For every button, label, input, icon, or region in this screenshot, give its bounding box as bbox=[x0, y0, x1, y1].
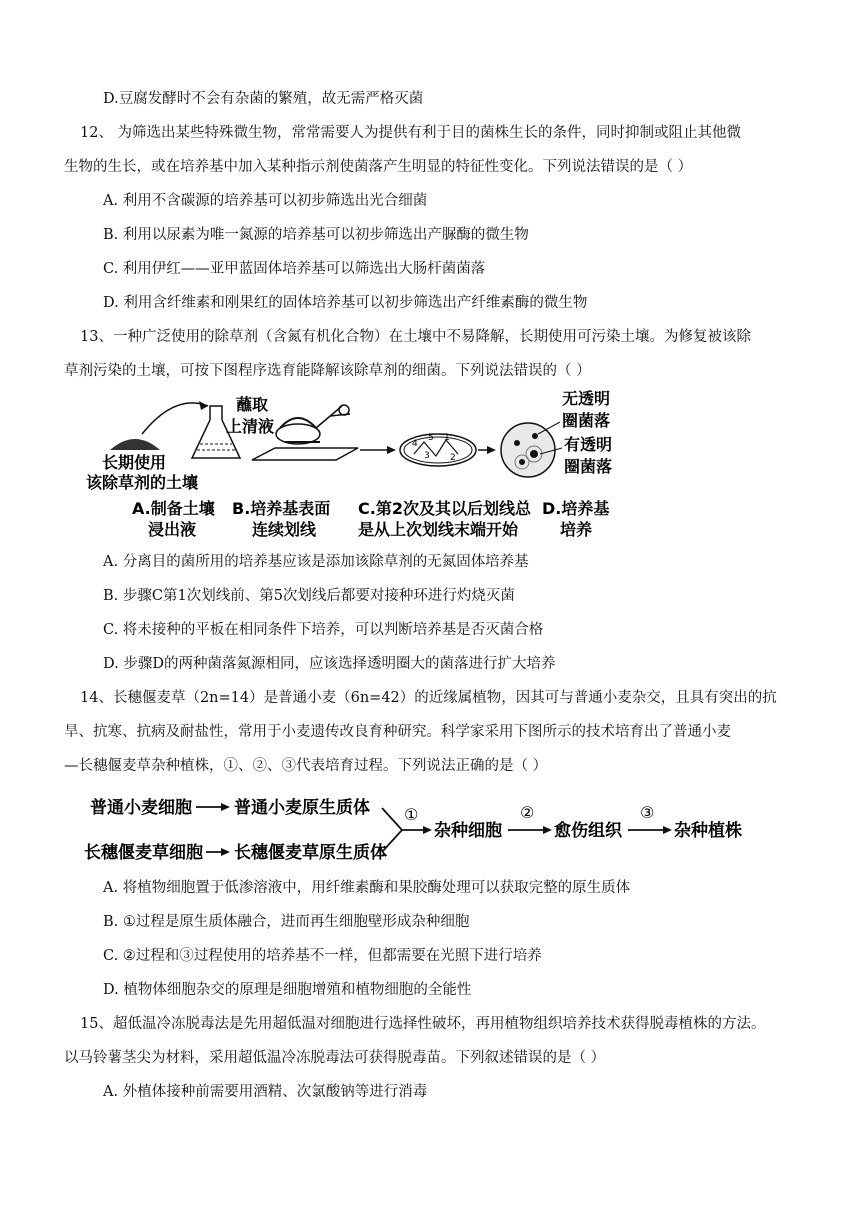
q12-option-d: D. 利用含纤维素和刚果红的固体培养基可以初步筛选出产纤维素酶的微生物 bbox=[103, 295, 588, 311]
step-1-label: ① bbox=[404, 805, 419, 824]
clear-zone-label: 圈菌落 bbox=[564, 457, 613, 476]
step-a-label: A.制备土壤 bbox=[132, 499, 215, 518]
q15-option-a: A. 外植体接种前需要用酒精、次氯酸钠等进行消毒 bbox=[103, 1084, 428, 1100]
q14-stem-line-2: 旱、抗寒、抗病及耐盐性，常用于小麦遗传改良育种研究。科学家采用下图所示的技术培育出了普通小麦 bbox=[64, 724, 731, 740]
soil-pile-icon bbox=[110, 439, 160, 450]
q13-option-b: B. 步骤C第1次划线前、第5次划线后都要对接种环进行灼烧灭菌 bbox=[103, 588, 515, 604]
q13-stem-line-1: 13、一种广泛使用的除草剂（含氮有机化合物）在土壤中不易降解，长期使用可污染土壤。为修复被该除 bbox=[80, 329, 751, 345]
step-c-label: 是从上次划线末端开始 bbox=[358, 520, 519, 539]
q11-option-d: D.豆腐发酵时不会有杂菌的繁殖，故无需严格灭菌 bbox=[103, 91, 424, 107]
clear-zone-label: 有透明 bbox=[564, 435, 613, 454]
q12-stem-line-1: 12、 为筛选出某些特殊微生物，常常需要人为提供有利于目的菌株生长的条件，同时抑制或阻止其他微 bbox=[80, 125, 742, 141]
q12-stem-line-2: 生物的生长，或在培养基中加入某种指示剂使菌落产生明显的特征性变化。下列说法错误的是（ ） bbox=[64, 159, 693, 175]
q12-option-b: B. 利用以尿素为唯一氮源的培养基可以初步筛选出产脲酶的微生物 bbox=[103, 227, 529, 243]
q13-option-d: D. 步骤D的两种菌落氮源相同，应该选择透明圈大的菌落进行扩大培养 bbox=[103, 656, 556, 672]
hybrid-plant-label: 杂种植株 bbox=[674, 821, 742, 841]
curved-arrow-icon bbox=[142, 403, 208, 434]
hybrid-cell-label: 杂种细胞 bbox=[434, 821, 502, 841]
dish-number: 2 bbox=[450, 453, 456, 463]
wheat-cell-label: 普通小麦细胞 bbox=[90, 798, 192, 818]
soil-label: 该除草剂的土壤 bbox=[86, 473, 199, 492]
step-a-label: 浸出液 bbox=[148, 520, 197, 539]
colony-plate-icon bbox=[501, 422, 562, 477]
q14-stem-line-3: —长穗偃麦草杂种植株，①、②、③代表培育过程。下列说法正确的是（ ） bbox=[64, 758, 548, 774]
dish-number: 4 bbox=[412, 439, 418, 449]
q14-flow-diagram bbox=[84, 788, 748, 868]
step-c-label: C.第2次及其以后划线总 bbox=[358, 499, 531, 518]
dip-label: 蘸取 bbox=[236, 395, 269, 414]
step-d-label: 培养 bbox=[560, 520, 593, 539]
q14-option-b: B. ①过程是原生质体融合，进而再生细胞壁形成杂种细胞 bbox=[103, 914, 470, 930]
no-clear-zone-label: 圈菌落 bbox=[562, 411, 611, 430]
q14-option-a: A. 将植物细胞置于低渗溶液中，用纤维素酶和果胶酶处理可以获取完整的原生质体 bbox=[103, 880, 631, 896]
step-b-label: 连续划线 bbox=[252, 520, 317, 539]
q14-option-d: D. 植物体细胞杂交的原理是细胞增殖和植物细胞的全能性 bbox=[103, 982, 472, 998]
q12-option-c: C. 利用伊红——亚甲蓝固体培养基可以筛选出大肠杆菌菌落 bbox=[103, 261, 486, 277]
grass-cell-label: 长穗偃麦草细胞 bbox=[84, 843, 203, 863]
dish-number: 3 bbox=[424, 451, 430, 461]
q12-option-a: A. 利用不含碳源的培养基可以初步筛选出光合细菌 bbox=[103, 193, 428, 209]
q13-option-c: C. 将未接种的平板在相同条件下培养，可以判断培养基是否灭菌合格 bbox=[103, 622, 544, 638]
q13-stem-line-2: 草剂污染的土壤，可按下图程序选育能降解该除草剂的细菌。下列说法错误的（ ） bbox=[64, 363, 591, 379]
callus-label: 愈伤组织 bbox=[554, 821, 622, 841]
q15-stem-line-2: 以马铃薯茎尖为材料，采用超低温冷冻脱毒法可获得脱毒苗。下列叙述错误的是（ ） bbox=[64, 1050, 606, 1066]
q13-figure bbox=[80, 388, 640, 540]
q15-stem-line-1: 15、超低温冷冻脱毒法是先用超低温对细胞进行选择性破坏，再用植物组织培养技术获得脱毒植株的方法。 bbox=[80, 1016, 766, 1032]
q14-option-c: C. ②过程和③过程使用的培养基不一样，但都需要在光照下进行培养 bbox=[103, 948, 542, 964]
soil-label: 长期使用 bbox=[102, 453, 167, 472]
step-d-label: D.培养基 bbox=[542, 499, 610, 518]
grass-protoplast-label: 长穗偃麦草原生质体 bbox=[234, 843, 387, 863]
no-clear-zone-label: 无透明 bbox=[562, 389, 611, 408]
step-3-label: ③ bbox=[640, 803, 655, 822]
dip-label: 上清液 bbox=[226, 417, 275, 436]
q13-option-a: A. 分离目的菌所用的培养基应该是添加该除草剂的无氮固体培养基 bbox=[103, 554, 529, 570]
q14-stem-line-1: 14、长穗偃麦草（2n=14）是普通小麦（6n=42）的近缘属植物，因其可与普通小麦杂交，且具有突出的抗 bbox=[80, 690, 777, 706]
dish-number: 5 bbox=[428, 433, 434, 443]
step-b-label: B.培养基表面 bbox=[232, 499, 331, 518]
step-2-label: ② bbox=[520, 803, 535, 822]
dish-number: 1 bbox=[444, 433, 450, 443]
wheat-protoplast-label: 普通小麦原生质体 bbox=[234, 798, 370, 818]
